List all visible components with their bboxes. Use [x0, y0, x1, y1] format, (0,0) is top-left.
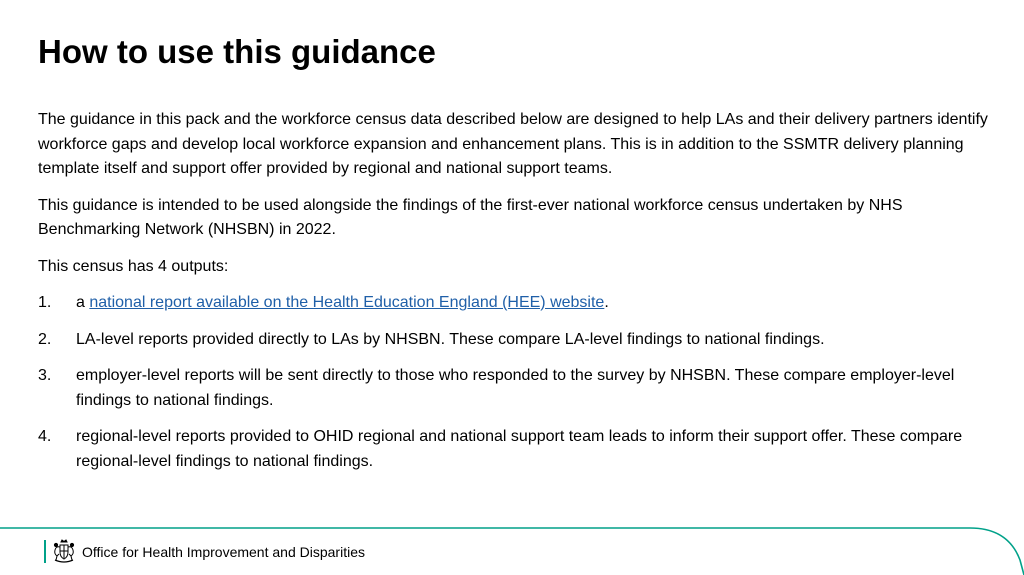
list-item-text [76, 291, 988, 316]
footer-accent-bar [44, 540, 46, 563]
list-item-prefix: a [76, 294, 90, 311]
list-item [38, 425, 988, 474]
list-item [38, 291, 988, 316]
list-number: 1. [38, 294, 52, 311]
organisation-name: Office for Health Improvement and Disparities [82, 544, 365, 560]
hee-report-link[interactable]: national report available on the Health Education England (HEE) website [89, 294, 605, 311]
royal-coat-of-arms-icon [51, 539, 77, 565]
list-number: 3. [38, 367, 52, 384]
outputs-list [38, 291, 988, 474]
list-item [38, 328, 988, 353]
list-item-text: LA-level reports provided directly to LAs by NHSBN. These compare LA-level findings to national findings. [76, 330, 825, 348]
list-number: 4. [38, 428, 52, 445]
page-title: How to use this guidance [38, 33, 436, 70]
slide-body [38, 108, 988, 486]
list-item-text: regional-level reports provided to OHID regional and national support team leads to inform their support offer. These compare regional-level findings to national findings. [76, 428, 963, 470]
outputs-intro: This census has 4 outputs: [38, 257, 229, 275]
intro-paragraph: The guidance in this pack and the workforce census data described below are designed to help LAs and their delivery partners identify workforce gaps and develop local workforce expansion and enhancement plans. This is in addition to the SSMTR delivery planning template itself and support offer provided by regional and national support teams. [38, 111, 988, 177]
list-number: 2. [38, 330, 52, 348]
list-item-text: employer-level reports will be sent directly to those who responded to the survey by NHSBN. These compare employer-level findings to national findings. [76, 367, 955, 409]
list-item-suffix: . [604, 294, 609, 311]
census-paragraph: This guidance is intended to be used alongside the findings of the first-ever national workforce census undertaken by NHS Benchmarking Network (NHSBN) in 2022. [38, 196, 903, 238]
list-item [38, 364, 988, 413]
